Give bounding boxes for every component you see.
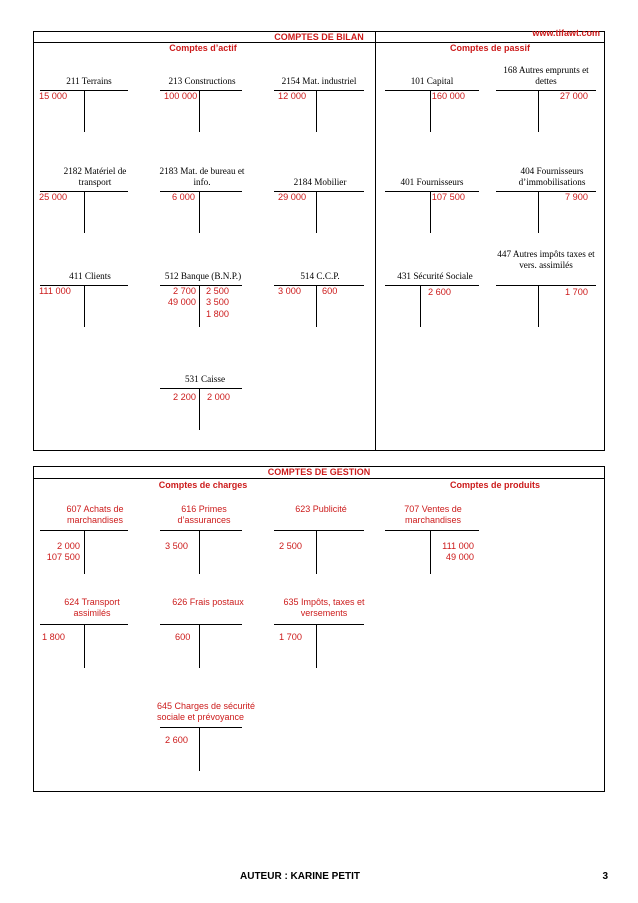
t-account-top xyxy=(274,624,364,625)
credit-amount: 111 000 xyxy=(442,541,474,551)
credit-amount: 2 500 xyxy=(206,286,229,296)
bilan-passif-heading: Comptes de passif xyxy=(449,43,531,53)
t-account-label: 616 Primes d’assurances xyxy=(177,504,231,525)
t-account-top xyxy=(160,388,242,389)
t-account-label: 411 Clients xyxy=(69,271,111,281)
credit-amount: 7 900 xyxy=(565,192,588,202)
t-account-label: 624 Transport assimilés xyxy=(64,597,120,618)
t-account-top xyxy=(385,530,479,531)
t-account-label: 645 Charges de sécurité sociale et prévoyance xyxy=(157,701,256,722)
credit-amount: 1 800 xyxy=(206,309,229,319)
page-number: 3 xyxy=(602,871,608,882)
t-account-label: 607 Achats de marchandises xyxy=(66,504,124,525)
t-account-top xyxy=(160,727,242,728)
debit-amount: 100 000 xyxy=(164,91,198,101)
t-account-label: 401 Fournisseurs xyxy=(400,177,464,187)
debit-amount: 1 700 xyxy=(279,632,302,642)
t-account-label: 211 Terrains xyxy=(66,76,112,86)
t-account-label: 623 Publicité xyxy=(295,504,347,514)
debit-amount: 15 000 xyxy=(39,91,68,101)
t-account-top xyxy=(274,530,364,531)
debit-amount: 25 000 xyxy=(39,192,68,202)
footer-author: AUTEUR : KARINE PETIT xyxy=(240,871,360,882)
debit-amount: 107 500 xyxy=(46,552,80,562)
t-account-stem xyxy=(316,90,317,132)
t-account-label: 213 Constructions xyxy=(168,76,236,86)
t-account-label: 431 Sécurité Sociale xyxy=(397,271,473,281)
credit-amount: 27 000 xyxy=(559,91,588,101)
bilan-frame xyxy=(33,31,605,451)
t-account-stem xyxy=(316,530,317,574)
debit-amount: 49 000 xyxy=(167,297,196,307)
debit-amount: 111 000 xyxy=(39,286,71,296)
gestion-charges-heading: Comptes de charges xyxy=(158,480,248,490)
t-account-stem xyxy=(538,90,539,132)
t-account-stem xyxy=(316,624,317,668)
t-account-stem xyxy=(316,285,317,327)
debit-amount: 12 000 xyxy=(278,91,307,101)
t-account-stem xyxy=(199,530,200,574)
gestion-title: COMPTES DE GESTION xyxy=(267,467,371,477)
site-url[interactable]: www.tifawt.com xyxy=(532,28,600,38)
t-account-stem xyxy=(199,285,200,327)
debit-amount: 2 700 xyxy=(173,286,196,296)
t-account-stem xyxy=(538,191,539,233)
debit-amount: 2 200 xyxy=(173,392,196,402)
debit-amount: 29 000 xyxy=(278,192,307,202)
credit-amount: 49 000 xyxy=(445,552,474,562)
debit-amount: 2 600 xyxy=(165,735,188,745)
bilan-divider xyxy=(375,31,376,451)
credit-amount: 107 500 xyxy=(431,192,465,202)
t-account-stem xyxy=(316,191,317,233)
t-account-stem xyxy=(199,388,200,430)
credit-amount: 1 700 xyxy=(565,287,588,297)
t-account-label: 2182 Matériel de transport xyxy=(63,166,127,187)
debit-amount: 3 500 xyxy=(165,541,188,551)
t-account-stem xyxy=(420,285,421,327)
debit-amount: 6 000 xyxy=(172,192,195,202)
t-account-stem xyxy=(84,191,85,233)
t-account-label: 531 Caisse xyxy=(184,374,226,384)
t-account-stem xyxy=(199,624,200,668)
t-account-stem xyxy=(84,530,85,574)
t-account-label: 447 Autres impôts taxes et vers. assimilés xyxy=(497,249,595,270)
debit-amount: 3 000 xyxy=(278,286,301,296)
t-account-stem xyxy=(199,90,200,132)
t-account-stem xyxy=(199,191,200,233)
debit-amount: 600 xyxy=(175,632,191,642)
credit-amount: 2 600 xyxy=(428,287,451,297)
t-account-top xyxy=(385,285,479,286)
t-account-stem xyxy=(199,727,200,771)
debit-amount: 1 800 xyxy=(42,632,65,642)
t-account-label: 635 Impôts, taxes et versements xyxy=(283,597,365,618)
t-account-label: 101 Capital xyxy=(410,76,454,86)
gestion-produits-heading: Comptes de produits xyxy=(449,480,540,490)
t-account-label: 168 Autres emprunts et dettes xyxy=(503,65,589,86)
bilan-title: COMPTES DE BILAN xyxy=(274,32,364,42)
debit-amount: 2 500 xyxy=(279,541,302,551)
t-account-label: 626 Frais postaux xyxy=(172,597,244,607)
t-account-label: 2154 Mat. industriel xyxy=(281,76,357,86)
debit-amount: 2 000 xyxy=(57,541,80,551)
bilan-actif-heading: Comptes d’actif xyxy=(169,43,237,53)
t-account-label: 512 Banque (B.N.P.) xyxy=(164,271,242,281)
gestion-title-rule xyxy=(33,478,605,479)
t-account-stem xyxy=(84,285,85,327)
credit-amount: 3 500 xyxy=(206,297,229,307)
t-account-top xyxy=(160,530,242,531)
t-account-top xyxy=(160,624,242,625)
credit-amount: 160 000 xyxy=(431,91,465,101)
t-account-stem xyxy=(84,90,85,132)
credit-amount: 2 000 xyxy=(207,392,230,402)
t-account-stem xyxy=(538,285,539,327)
t-account-stem xyxy=(84,624,85,668)
t-account-label: 514 C.C.P. xyxy=(300,271,340,281)
t-account-label: 2184 Mobilier xyxy=(293,177,347,187)
t-account-label: 707 Ventes de marchandises xyxy=(404,504,462,525)
credit-amount: 600 xyxy=(322,286,338,296)
t-account-top xyxy=(496,285,596,286)
t-account-label: 404 Fournisseurs d’immobilisations xyxy=(518,166,586,187)
t-account-label: 2183 Mat. de bureau et info. xyxy=(159,166,245,187)
